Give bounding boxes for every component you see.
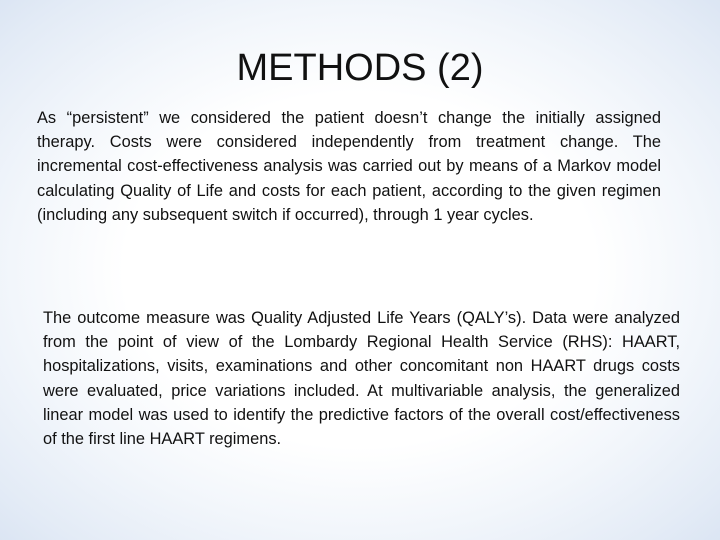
- slide-title: METHODS (2): [236, 47, 484, 89]
- methods-paragraph-persistent: As “persistent” we considered the patient doesn’t change the initially assigned therapy. Costs were considered independently from treatment change. The incremental cost-effectiveness analysis was carried out by means of a Markov model calculating Quality of Life and costs for each patient, according to the given regimen (including any subsequent switch if occurred), through 1 year cycles.: [37, 109, 661, 224]
- methods-paragraph-outcome: The outcome measure was Quality Adjusted Life Years (QALY’s). Data were analyzed from the point of view of the Lombardy Regional Health Service (RHS): HAART, hospitalizations, visits, examinations and other concomitant non HAART drugs costs were evaluated, price variations included. At multivariable analysis, the generalized linear model was used to identify the predictive factors of the overall cost/effectiveness of the first line HAART regimens.: [43, 309, 680, 449]
